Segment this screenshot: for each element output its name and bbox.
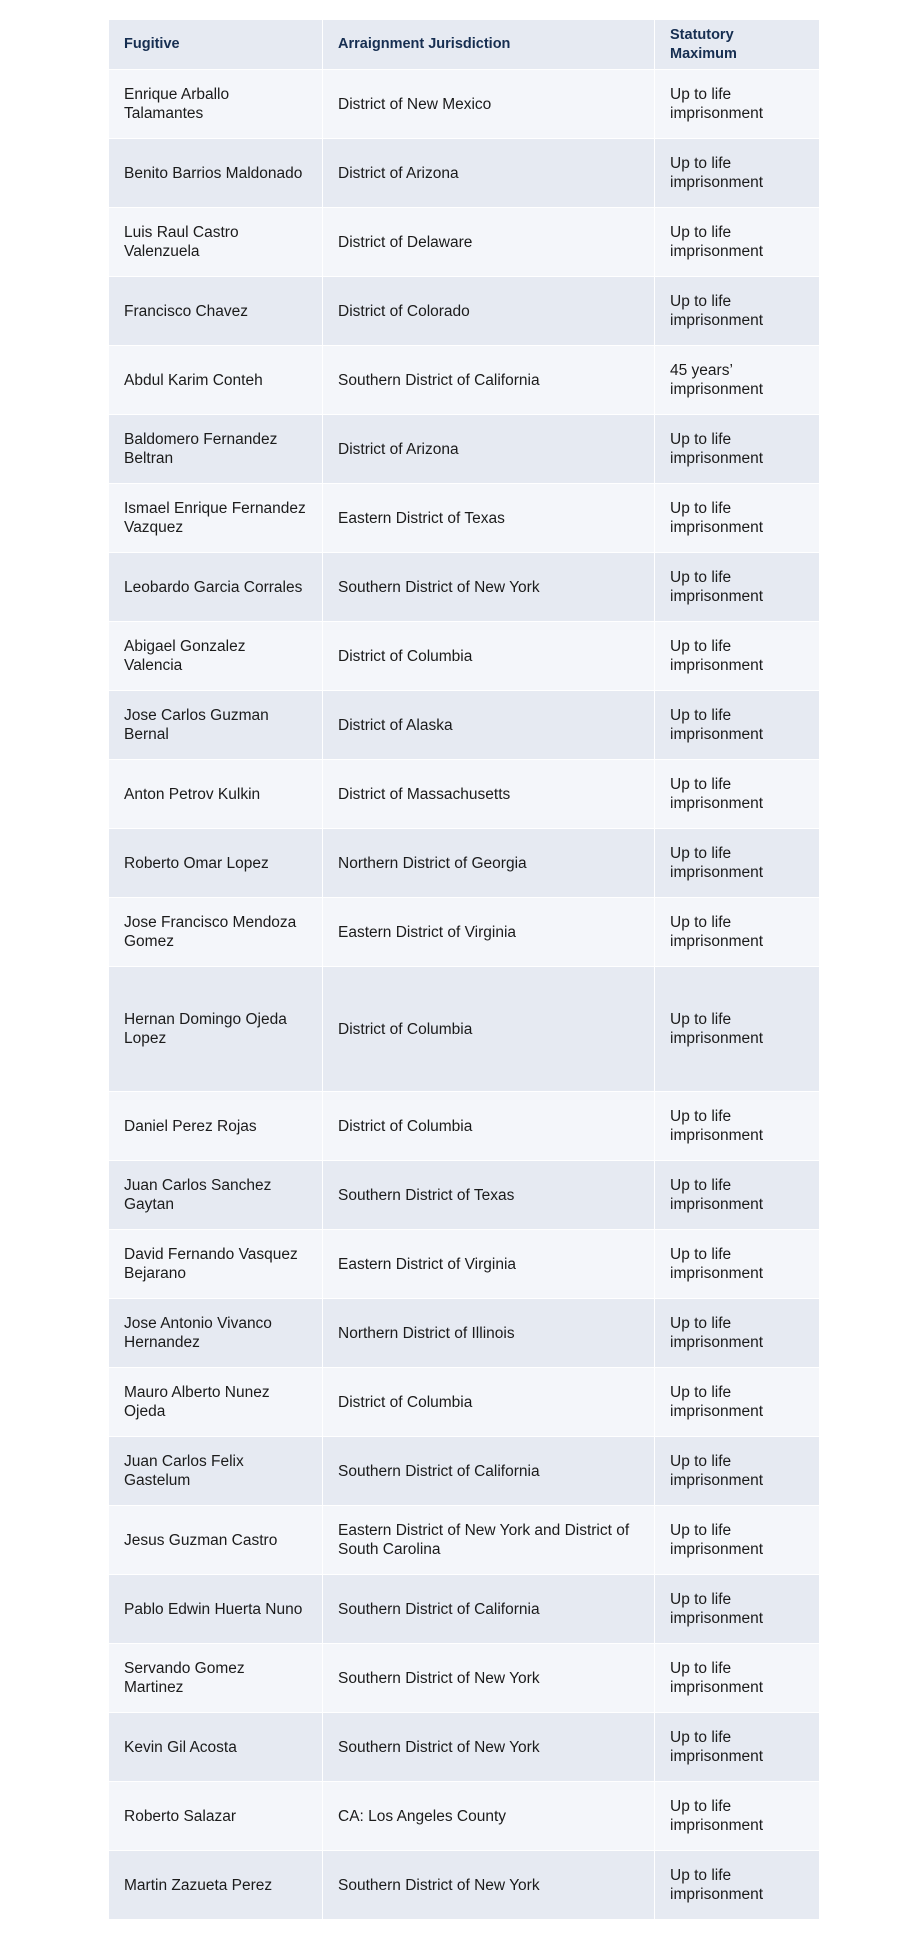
table-row: [109, 139, 820, 208]
table-row: [109, 1299, 820, 1368]
fugitive-name-cell: Mauro Alberto Nunez Ojeda: [109, 1368, 323, 1437]
fugitives-table: [108, 19, 820, 1920]
fugitive-name-cell: Roberto Salazar: [109, 1782, 323, 1851]
statutory-maximum-cell: Up to life imprisonment: [655, 1161, 820, 1230]
jurisdiction-cell: Northern District of Illinois: [323, 1299, 655, 1368]
jurisdiction-cell: Eastern District of Virginia: [323, 898, 655, 967]
jurisdiction-cell: District of Colorado: [323, 277, 655, 346]
jurisdiction-cell: District of Columbia: [323, 622, 655, 691]
fugitive-name-cell: Luis Raul Castro Valenzuela: [109, 208, 323, 277]
jurisdiction-cell: District of Massachusetts: [323, 760, 655, 829]
statutory-maximum-cell: Up to life imprisonment: [655, 691, 820, 760]
table-row: [109, 1437, 820, 1506]
table-row: [109, 1644, 820, 1713]
jurisdiction-cell: Southern District of California: [323, 1437, 655, 1506]
statutory-maximum-cell: Up to life imprisonment: [655, 553, 820, 622]
table-row: [109, 346, 820, 415]
jurisdiction-cell: Southern District of New York: [323, 1644, 655, 1713]
jurisdiction-cell: Eastern District of Virginia: [323, 1230, 655, 1299]
jurisdiction-cell: Eastern District of Texas: [323, 484, 655, 553]
header-row: [109, 20, 820, 70]
fugitive-name-cell: Leobardo Garcia Corrales: [109, 553, 323, 622]
statutory-maximum-cell: Up to life imprisonment: [655, 1782, 820, 1851]
statutory-maximum-cell: Up to life imprisonment: [655, 70, 820, 139]
statutory-maximum-cell: Up to life imprisonment: [655, 760, 820, 829]
jurisdiction-cell: District of Columbia: [323, 967, 655, 1092]
table-row: [109, 622, 820, 691]
table-row: [109, 70, 820, 139]
statutory-maximum-cell: Up to life imprisonment: [655, 415, 820, 484]
table-row: [109, 829, 820, 898]
fugitive-name-cell: Pablo Edwin Huerta Nuno: [109, 1575, 323, 1644]
statutory-maximum-cell: Up to life imprisonment: [655, 1368, 820, 1437]
column-header-jurisdiction: Arraignment Jurisdiction: [323, 20, 655, 70]
column-header-fugitive: Fugitive: [109, 20, 323, 70]
fugitive-name-cell: Benito Barrios Maldonado: [109, 139, 323, 208]
jurisdiction-cell: Southern District of New York: [323, 1713, 655, 1782]
fugitive-name-cell: Hernan Domingo Ojeda Lopez: [109, 967, 323, 1092]
jurisdiction-cell: District of Columbia: [323, 1092, 655, 1161]
statutory-maximum-cell: Up to life imprisonment: [655, 829, 820, 898]
statutory-maximum-cell: Up to life imprisonment: [655, 208, 820, 277]
jurisdiction-cell: Southern District of California: [323, 346, 655, 415]
table-row: [109, 1368, 820, 1437]
fugitive-name-cell: Juan Carlos Felix Gastelum: [109, 1437, 323, 1506]
table-row: [109, 553, 820, 622]
fugitive-name-cell: Roberto Omar Lopez: [109, 829, 323, 898]
fugitive-name-cell: Jose Antonio Vivanco Hernandez: [109, 1299, 323, 1368]
jurisdiction-cell: Southern District of New York: [323, 1851, 655, 1920]
column-header-statutory-maximum: Statutory Maximum: [655, 20, 820, 70]
fugitive-name-cell: Jose Carlos Guzman Bernal: [109, 691, 323, 760]
table-header: [109, 20, 820, 70]
fugitive-name-cell: Daniel Perez Rojas: [109, 1092, 323, 1161]
table-row: [109, 967, 820, 1092]
fugitive-name-cell: Juan Carlos Sanchez Gaytan: [109, 1161, 323, 1230]
fugitive-name-cell: Ismael Enrique Fernandez Vazquez: [109, 484, 323, 553]
fugitive-name-cell: Jesus Guzman Castro: [109, 1506, 323, 1575]
jurisdiction-cell: Southern District of California: [323, 1575, 655, 1644]
jurisdiction-cell: District of Columbia: [323, 1368, 655, 1437]
fugitive-name-cell: Martin Zazueta Perez: [109, 1851, 323, 1920]
jurisdiction-cell: District of Delaware: [323, 208, 655, 277]
jurisdiction-cell: District of Arizona: [323, 139, 655, 208]
statutory-maximum-cell: Up to life imprisonment: [655, 1644, 820, 1713]
jurisdiction-cell: Southern District of New York: [323, 553, 655, 622]
table-row: [109, 484, 820, 553]
table-row: [109, 415, 820, 484]
jurisdiction-cell: CA: Los Angeles County: [323, 1782, 655, 1851]
statutory-maximum-cell: Up to life imprisonment: [655, 484, 820, 553]
fugitive-name-cell: Servando Gomez Martinez: [109, 1644, 323, 1713]
statutory-maximum-cell: Up to life imprisonment: [655, 139, 820, 208]
table-row: [109, 1161, 820, 1230]
statutory-maximum-cell: Up to life imprisonment: [655, 1230, 820, 1299]
table-row: [109, 1782, 820, 1851]
jurisdiction-cell: District of New Mexico: [323, 70, 655, 139]
table-row: [109, 208, 820, 277]
statutory-maximum-cell: Up to life imprisonment: [655, 1299, 820, 1368]
fugitive-name-cell: Baldomero Fernandez Beltran: [109, 415, 323, 484]
fugitives-table-container: [108, 19, 819, 1920]
fugitive-name-cell: David Fernando Vasquez Bejarano: [109, 1230, 323, 1299]
table-row: [109, 898, 820, 967]
statutory-maximum-cell: Up to life imprisonment: [655, 277, 820, 346]
fugitive-name-cell: Anton Petrov Kulkin: [109, 760, 323, 829]
table-row: [109, 760, 820, 829]
statutory-maximum-cell: Up to life imprisonment: [655, 898, 820, 967]
jurisdiction-cell: District of Alaska: [323, 691, 655, 760]
statutory-maximum-cell: Up to life imprisonment: [655, 1506, 820, 1575]
table-row: [109, 277, 820, 346]
table-row: [109, 1092, 820, 1161]
jurisdiction-cell: District of Arizona: [323, 415, 655, 484]
jurisdiction-cell: Southern District of Texas: [323, 1161, 655, 1230]
statutory-maximum-cell: Up to life imprisonment: [655, 1437, 820, 1506]
statutory-maximum-cell: Up to life imprisonment: [655, 967, 820, 1092]
fugitive-name-cell: Enrique Arballo Talamantes: [109, 70, 323, 139]
table-row: [109, 691, 820, 760]
statutory-maximum-cell: Up to life imprisonment: [655, 1092, 820, 1161]
table-row: [109, 1851, 820, 1920]
fugitive-name-cell: Kevin Gil Acosta: [109, 1713, 323, 1782]
table-row: [109, 1230, 820, 1299]
table-row: [109, 1506, 820, 1575]
fugitive-name-cell: Francisco Chavez: [109, 277, 323, 346]
statutory-maximum-cell: Up to life imprisonment: [655, 1575, 820, 1644]
table-row: [109, 1575, 820, 1644]
fugitive-name-cell: Abdul Karim Conteh: [109, 346, 323, 415]
statutory-maximum-cell: Up to life imprisonment: [655, 1851, 820, 1920]
statutory-maximum-cell: 45 years’ imprisonment: [655, 346, 820, 415]
fugitive-name-cell: Abigael Gonzalez Valencia: [109, 622, 323, 691]
fugitive-name-cell: Jose Francisco Mendoza Gomez: [109, 898, 323, 967]
table-row: [109, 1713, 820, 1782]
statutory-maximum-cell: Up to life imprisonment: [655, 1713, 820, 1782]
statutory-maximum-cell: Up to life imprisonment: [655, 622, 820, 691]
jurisdiction-cell: Eastern District of New York and District of South Carolina: [323, 1506, 655, 1575]
table-body: [109, 70, 820, 1920]
jurisdiction-cell: Northern District of Georgia: [323, 829, 655, 898]
